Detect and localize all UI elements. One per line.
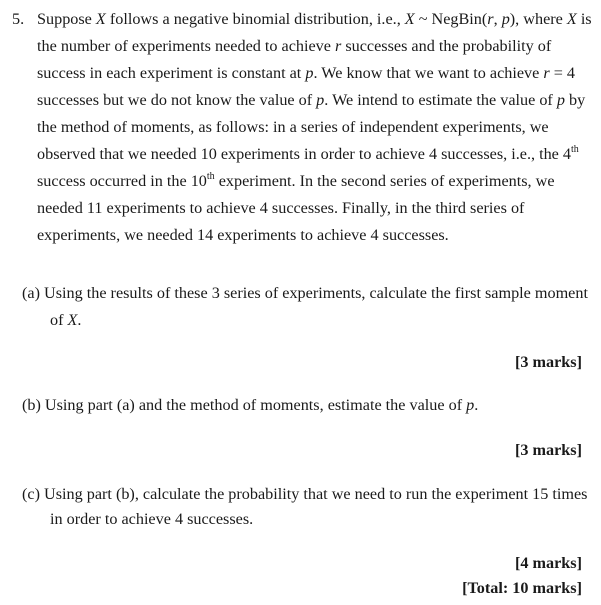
stem-line: needed 11 experiments to achieve 4 successes. Finally, in the third series of (37, 199, 525, 217)
question-number: 5. (12, 10, 25, 28)
stem-line: success occurred in the 10th experiment. In the second series of experiments, we (37, 170, 555, 190)
stem-line: observed that we needed 10 experiments in order to achieve 4 successes, i.e., the 4th (37, 143, 579, 163)
stem-line: Suppose X follows a negative binomial distribution, i.e., X ~ NegBin(r, p), where X is (37, 10, 592, 28)
part-b-marks: [3 marks] (515, 441, 582, 459)
ordinal-suffix: th (206, 170, 215, 182)
math-variable: p (316, 91, 325, 109)
math-variable: p (556, 91, 565, 109)
part-c-line: (c) Using part (b), calculate the probability that we need to run the experiment 15 times (22, 485, 588, 503)
stem-line: the number of experiments needed to achieve r successes and the probability of (37, 37, 552, 55)
math-variable: X (95, 10, 106, 28)
math-variable: r (487, 10, 494, 28)
part-a-line: (a) Using the results of these 3 series of experiments, calculate the first sample moment (22, 284, 588, 302)
math-variable: p (305, 64, 314, 82)
part-c-marks: [4 marks] (515, 554, 582, 572)
stem-line: success in each experiment is constant at p. We know that we want to achieve r = 4 (37, 64, 575, 82)
stem-line: the method of moments, as follows: in a series of independent experiments, we (37, 118, 549, 136)
part-c-line: in order to achieve 4 successes. (50, 510, 254, 528)
stem-line: successes but we do not know the value of p. We intend to estimate the value of p by (37, 91, 586, 109)
math-variable: p (466, 396, 475, 414)
math-variable: X (566, 10, 577, 28)
math-variable: X (67, 311, 78, 329)
part-b-line: (b) Using part (a) and the method of moments, estimate the value of p. (22, 396, 479, 414)
total-marks: [Total: 10 marks] (462, 579, 582, 597)
math-variable: r (543, 64, 550, 82)
part-a-line: of X. (50, 311, 82, 329)
stem-line: experiments, we needed 14 experiments to achieve 4 successes. (37, 226, 449, 244)
part-a-marks: [3 marks] (515, 353, 582, 371)
ordinal-suffix: th (571, 143, 579, 155)
math-variable: r (335, 37, 342, 55)
math-variable: X (404, 10, 415, 28)
math-variable: p (501, 10, 510, 28)
